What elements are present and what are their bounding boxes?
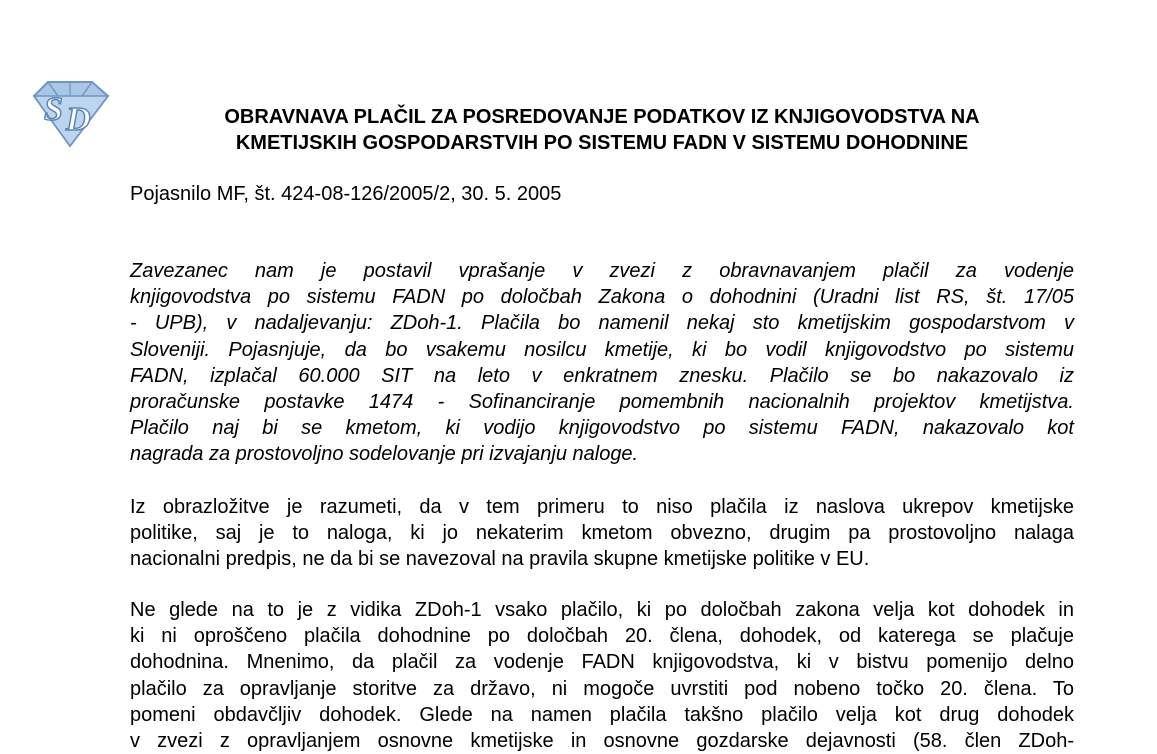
paragraph-line: v zvezi z opravljanjem osnovne kmetijske in osnovne gozdarske dejavnosti (58. člen ZDoh- [130,729,1074,752]
paragraph-line: knjigovodstva po sistemu FADN po določbah Zakona o dohodnini (Uradni list RS, št. 17/05 [130,286,1074,309]
paragraph-line: nagrada za prostovoljno sodelovanje pri izvajanju naloge. [130,443,639,466]
paragraph-line: proračunske postavke 1474 - Sofinanciranje pomembnih nacionalnih projektov kmetijstva. [130,390,1074,413]
document-title [130,104,1074,156]
paragraph-question [130,258,1074,468]
paragraph-line: Zavezanec nam je postavil vprašanje v zvezi z obravnavanjem plačil za vodenje [130,260,1074,282]
svg-text:S: S [44,91,63,128]
paragraph-line: nacionalni predpis, ne da bi se navezoval na pravila skupne kmetijske politike v EU. [130,548,870,571]
document-reference: Pojasnilo MF, št. 424-08-126/2005/2, 30. 5. 2005 [130,183,562,205]
title-line-2: KMETIJSKIH GOSPODARSTVIH PO SISTEMU FADN V SISTEMU DOHODNINE [235,132,969,154]
svg-text:D: D [66,101,91,138]
paragraph-line: ki ni oproščeno plačila dohodnine po določbah 20. člena, dohodek, od katerega se plačuje [130,625,1074,648]
paragraph-line: Sloveniji. Pojasnjuje, da bo vsakemu nosilcu kmetije, ki bo vodil knjigovodstvo po sistemu [130,338,1074,361]
logo [28,78,112,150]
paragraph-answer [130,597,1074,754]
paragraph-line: Ne glede na to je z vidika ZDoh-1 vsako plačilo, ki po določbah zakona velja kot dohodek in [130,599,1074,621]
paragraph-line: dohodnina. Mnenimo, da plačil za vodenje FADN knjigovodstva, ki v bistvu pomenijo delno [130,651,1074,674]
diamond-logo-icon [28,78,112,150]
paragraph-line: FADN, izplačal 60.000 SIT na leto v enkratnem znesku. Plačilo se bo nakazovalo iz [130,364,1074,387]
paragraph-line: pomeni obdavčljiv dohodek. Glede na namen plačila takšno plačilo velja kot drug dohodek [130,703,1074,726]
paragraph-line: plačilo za opravljanje storitve za državo, ni mogoče uvrstiti pod nobeno točko 20. člena. To [130,677,1074,700]
paragraph-line: politike, saj je to naloga, ki jo nekaterim kmetom obvezno, drugim pa prostovoljno nalaga [130,522,1074,545]
paragraph-line: Plačilo naj bi se kmetom, ki vodijo knjigovodstvo po sistemu FADN, nakazovalo kot [130,417,1074,440]
title-line-1: OBRAVNAVA PLAČIL ZA POSREDOVANJE PODATKOV IZ KNJIGOVODSTVA NA [224,106,980,128]
paragraph-explanation [130,494,1074,573]
paragraph-line: Iz obrazložitve je razumeti, da v tem primeru to niso plačila iz naslova ukrepov kmetijske [130,496,1074,518]
paragraph-line: - UPB), v nadaljevanju: ZDoh-1. Plačila bo namenil nekaj sto kmetijskim gospodarstvom v [130,312,1074,335]
